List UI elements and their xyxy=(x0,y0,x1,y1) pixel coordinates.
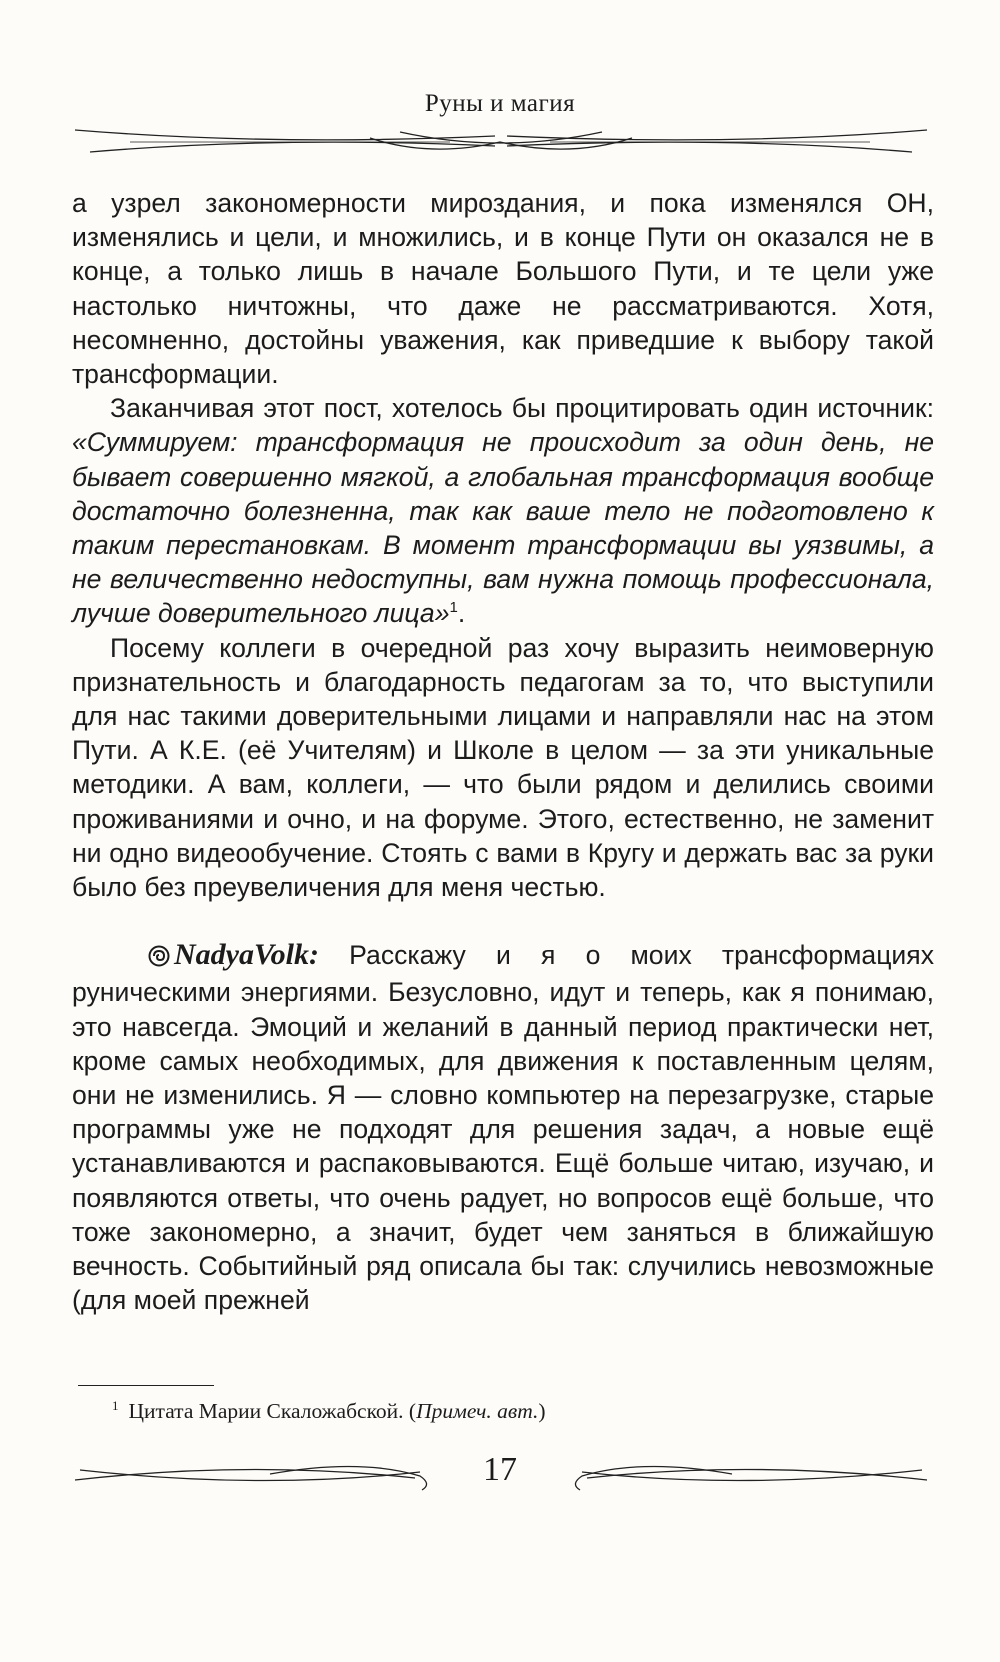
quote-paragraph xyxy=(72,391,934,630)
author-name: NadyaVolk: xyxy=(174,938,319,972)
footnote-italic: Примеч. авт. xyxy=(416,1399,539,1424)
running-title: Руны и магия xyxy=(424,90,576,117)
footnote-close: ) xyxy=(538,1399,546,1424)
quote-text: «Суммируем: трансформация не происходит за один день, не бывает совершенно мягкой, а глобальная трансформация вообще достаточно болезненна, так как ваше тело не подготовлено к таким перестановкам. В момент трансформации вы уязвимы, а не величественно недоступны, вам нужна помощь профессионала, лучше доверительного лица» xyxy=(72,427,934,629)
footnote xyxy=(112,1398,912,1424)
page-number: 17 xyxy=(483,1451,517,1488)
page-body xyxy=(72,186,934,1318)
gratitude-paragraph: Посему коллеги в очередной раз хочу выразить неимоверную признательность и благодарность педагогам за то, что выступили для нас такими доверительными лицами и направляли нас на этом Пути. А К.Е. (её Учителям) и Школе в целом — за эти уникальные методики. А вам, коллеги, — что были рядом и делились своими проживаниями и очно, и на форуме. Этого, естественно, не заменит ни одно видеообучение. Стоять с вами в Кругу и держать вас за руки было без преувеличения для меня честью. xyxy=(72,632,934,903)
footnote-reference: 1 xyxy=(449,599,458,617)
continued-paragraph: а узрел закономерности мироздания, и пока изменялся ОН, изменялись и цели, и множились, и в конце Пути он оказался не в конце, а только лишь в начале Большого Пути, и те цели уже настолько ничтожны, что даже не рассматриваются. Хотя, несомненно, достойны уважения, как приведшие к выбору такой трансформации. xyxy=(72,188,934,390)
author-paragraph xyxy=(72,938,934,1317)
footnote-divider xyxy=(78,1385,214,1386)
quote-end: . xyxy=(457,598,466,629)
author-text: Расскажу и я о моих трансформациях руническими энергиями. Безусловно, идут и теперь, как я понимаю, это навсегда. Эмоций и желаний в данный период практически нет, кроме самых необходимых, для движения к поставленным целям, они не изменились. Я — словно компьютер на перезагрузке, старые программы уже не подходят для решения задач, а новые ещё устанавливаются и распаковываются. Ещё больше читаю, изучаю, и появляются ответы, что очень радует, но вопросов ещё больше, что тоже закономерно, а значит, будет чем заняться в ближайшую вечность. Событийный ряд описала бы так: случились невозможные (для моей прежней xyxy=(72,940,934,1316)
spiral-bullet-icon xyxy=(110,941,170,975)
quote-intro: Заканчивая этот пост, хотелось бы процитировать один источник: xyxy=(110,393,934,424)
footnote-mark: 1 xyxy=(112,1398,119,1413)
footnote-text: Цитата Марии Скаложабской. ( xyxy=(128,1399,417,1424)
header-ornament xyxy=(70,124,932,164)
